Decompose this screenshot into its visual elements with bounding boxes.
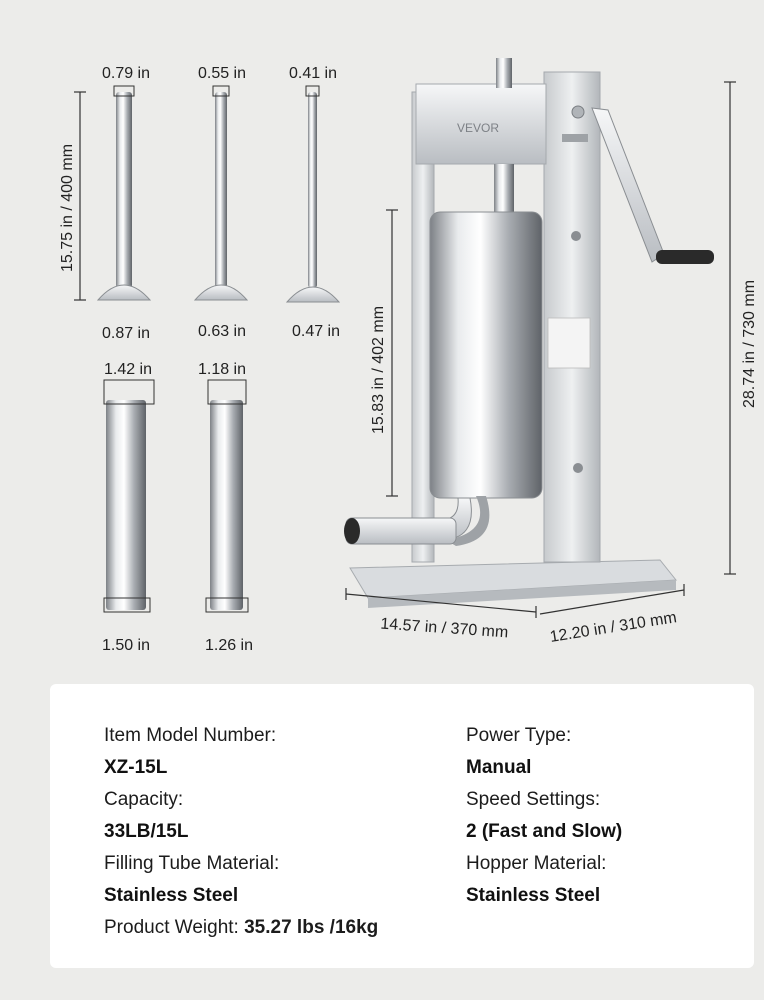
tube-3-bottom-diameter: 0.47 in: [291, 323, 341, 340]
tube-material-label: Filling Tube Material:: [104, 853, 280, 874]
tube-2-top-diameter: 0.55 in: [197, 65, 247, 82]
weight-label: Product Weight:: [104, 917, 239, 938]
brand-logo: VEVOR: [456, 121, 500, 135]
tube-material-value: Stainless Steel: [104, 885, 239, 906]
sausage-stuffer-machine: [344, 58, 714, 608]
model-value: XZ-15L: [104, 757, 168, 778]
base-depth-label: 12.20 in / 310 mm: [548, 609, 678, 646]
filling-tube-4: [104, 380, 154, 612]
filling-tube-1: [98, 86, 150, 300]
total-height-label: 28.74 in / 730 mm: [741, 279, 758, 409]
tube-5-top-diameter: 1.18 in: [197, 361, 247, 378]
filling-tube-2: [195, 86, 247, 300]
filling-tube-5: [206, 380, 248, 612]
base-width-label: 14.57 in / 370 mm: [379, 615, 509, 642]
speed-value: 2 (Fast and Slow): [466, 821, 623, 842]
tube-length-label: 15.75 in / 400 mm: [59, 143, 76, 273]
tube-5-bottom-diameter: 1.26 in: [204, 637, 254, 654]
specifications-card: [50, 684, 754, 968]
weight-row: [104, 912, 378, 944]
tube-3-top-diameter: 0.41 in: [288, 65, 338, 82]
hopper-height-label: 15.83 in / 402 mm: [370, 305, 387, 435]
specs-right-column: [466, 720, 622, 912]
weight-value: 35.27 lbs /16kg: [244, 917, 379, 938]
speed-label: Speed Settings:: [466, 789, 601, 810]
tube-2-bottom-diameter: 0.63 in: [197, 323, 247, 340]
model-label: Item Model Number:: [104, 725, 277, 746]
power-label: Power Type:: [466, 725, 572, 746]
hopper-material-label: Hopper Material:: [466, 853, 607, 874]
filling-tube-3: [287, 86, 339, 302]
tube-1-bottom-diameter: 0.87 in: [101, 325, 151, 342]
tube-1-top-diameter: 0.79 in: [101, 65, 151, 82]
capacity-label: Capacity:: [104, 789, 184, 810]
capacity-value: 33LB/15L: [104, 821, 189, 842]
tube-4-bottom-diameter: 1.50 in: [101, 637, 151, 654]
power-value: Manual: [466, 757, 532, 778]
hopper-material-value: Stainless Steel: [466, 885, 601, 906]
specs-left-column: [104, 720, 378, 944]
tube-4-top-diameter: 1.42 in: [103, 361, 153, 378]
